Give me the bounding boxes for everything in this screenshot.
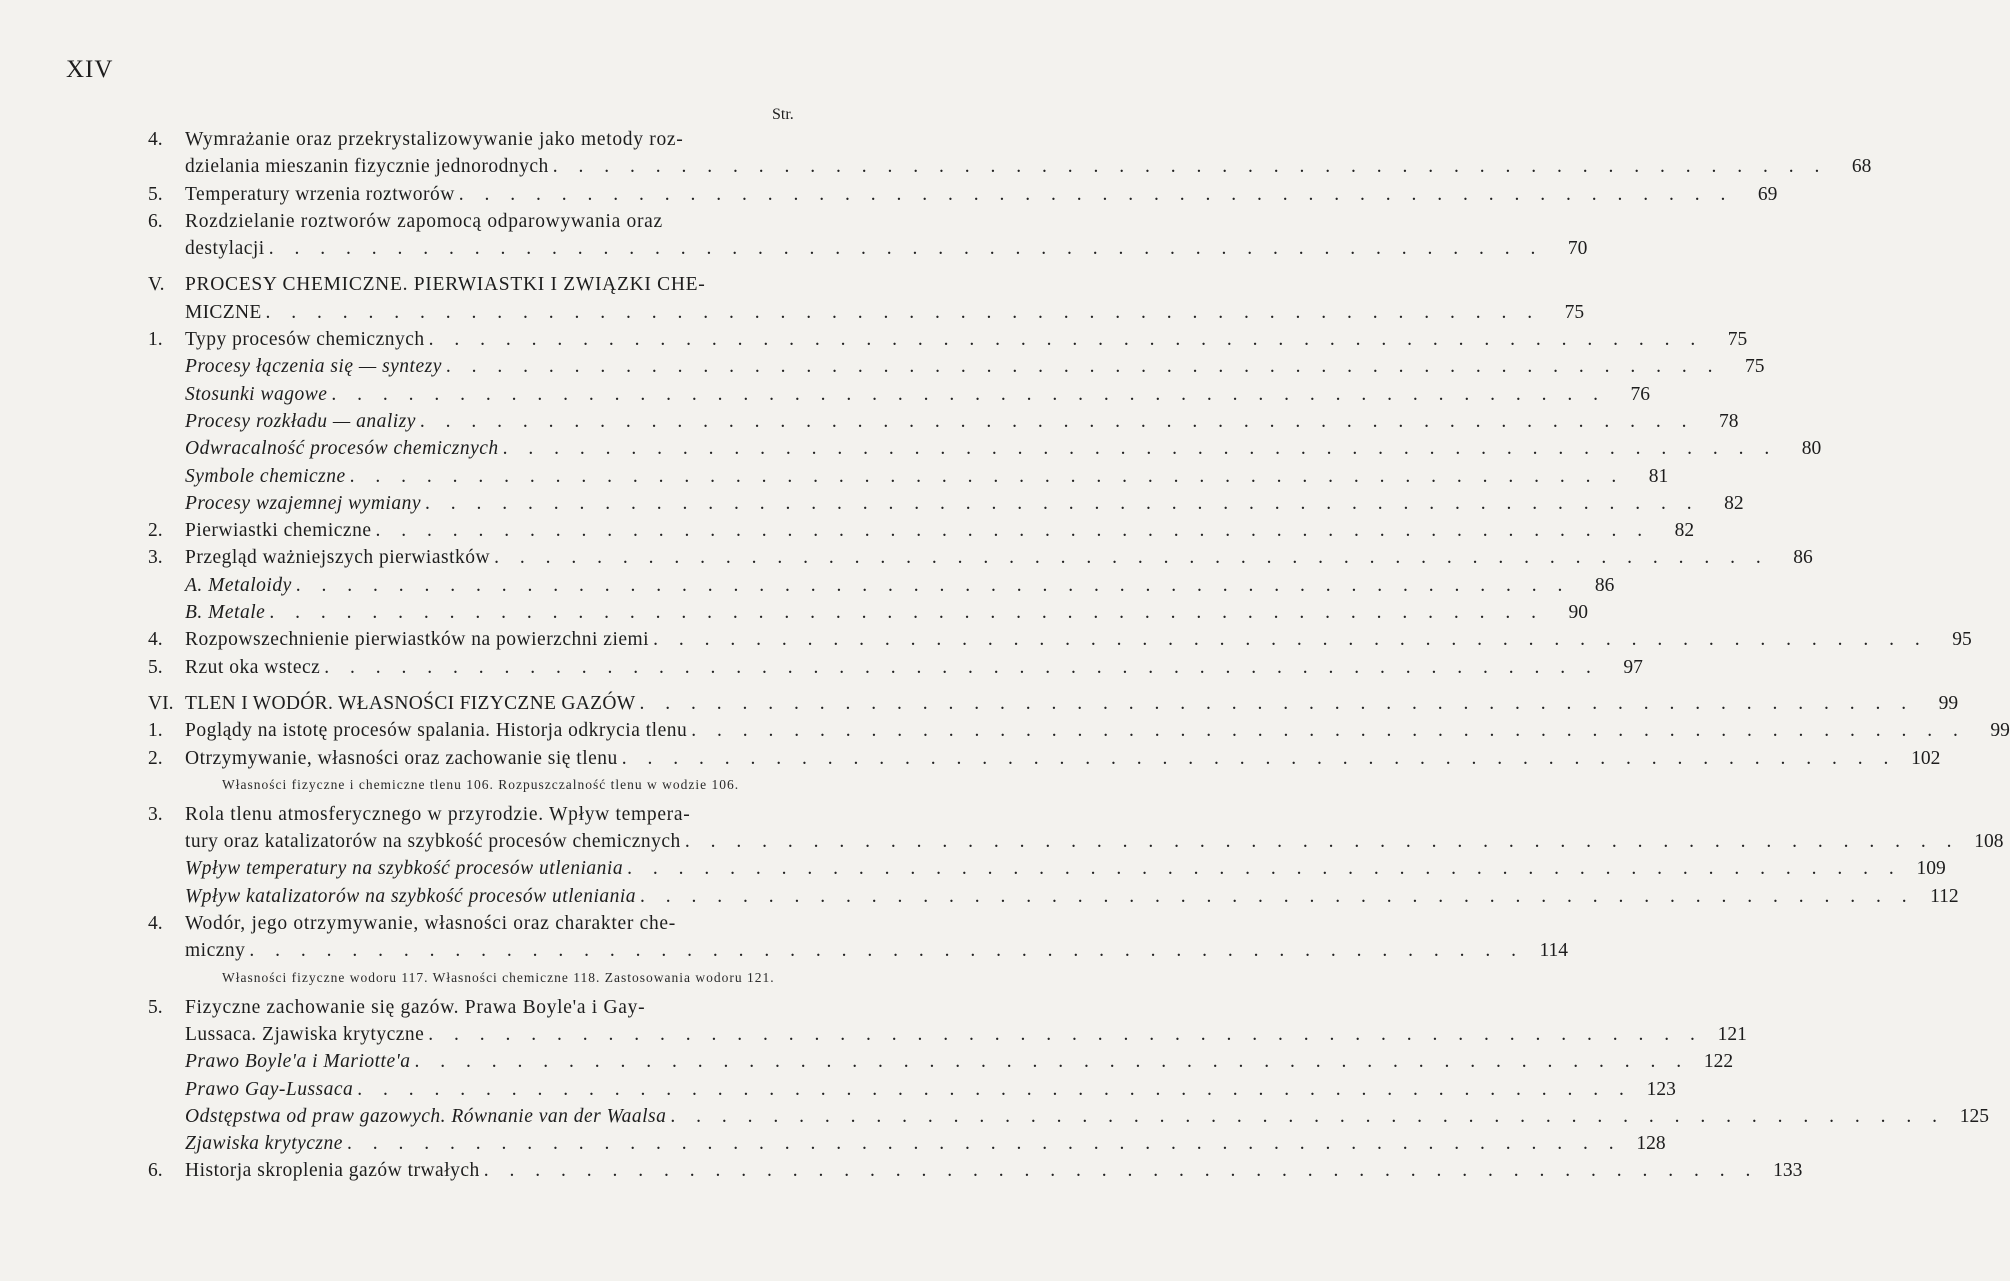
leader-dots: . . . . . . . . . . . . . . . . . . . . . . . . . . . . . . . . . . . . . . . . . . . . . . . . . . (445, 356, 1721, 378)
toc-line (148, 910, 808, 937)
toc-entry (148, 435, 1822, 462)
toc-number: 4. (148, 129, 163, 150)
leader-dots: . . . . . . . . . . . . . . . . . . . . . . . . . . . . . . . . . . . . . . . . . . . . . . . . . . (324, 656, 1599, 678)
leader-dots: . . . . . . . . . . . . . . . . . . . . . . . . . . . . . . . . . . . . . . . . . . . . . . . . . . (419, 410, 1695, 432)
toc-line (148, 208, 808, 235)
leader-dots: . . . . . . . . . . . . . . . . . . . . . . . . . . . . . . . . . . . . . . . . . . . . . . . . . . (346, 1133, 1622, 1155)
toc-page: 128 (1636, 1133, 1666, 1155)
toc-entry (148, 855, 1946, 882)
toc-line (148, 572, 1615, 599)
toc-entry (148, 381, 1650, 408)
toc-number: 2. (148, 747, 163, 769)
toc-entry (148, 326, 1748, 353)
leader-dots: . . . . . . . . . . . . . . . . . . . . . . . . . . . . . . . . . . . . . . . . . . . . . . . . . . (494, 547, 1769, 569)
toc-number: 4. (148, 629, 163, 651)
toc-entry (148, 490, 1744, 517)
toc-line (148, 745, 1941, 772)
toc-page: 125 (1959, 1105, 1989, 1127)
toc-line (148, 883, 1959, 910)
leader-dots: . . . . . . . . . . . . . . . . . . . . . . . . . . . . . . . . . . . . . . . . . . . . . . . . . . (268, 238, 1544, 260)
toc-line (148, 381, 1650, 408)
toc-title: Poglądy na istotę procesów spalania. Historja odkrycia tlenu (185, 720, 688, 742)
toc-entry (148, 208, 1588, 263)
toc-entry (148, 654, 1643, 681)
toc-number: 2. (148, 520, 163, 542)
toc-title: Wpływ katalizatorów na szybkość procesów utleniania (185, 885, 637, 907)
toc-page: 99 (1938, 692, 1959, 714)
toc-page: 69 (1757, 183, 1778, 205)
toc-line (148, 626, 1972, 653)
toc-entry (148, 572, 1615, 599)
toc-line (148, 828, 2004, 855)
leader-dots: . . . . . . . . . . . . . . . . . . . . . . . . . . . . . . . . . . . . . . . . . . . . . . . . . . (428, 1023, 1703, 1045)
leader-dots: . . . . . . . . . . . . . . . . . . . . . . . . . . . . . . . . . . . . . . . . . . . . . . . . . . (349, 465, 1625, 487)
leader-dots: . . . . . . . . . . . . . . . . . . . . . . . . . . . . . . . . . . . . . . . . . . . . . . . . . . (357, 1078, 1632, 1100)
toc-title: Prawo Gay-Lussaca (185, 1078, 354, 1100)
toc-entry (148, 1048, 1734, 1075)
toc-number: 3. (148, 547, 163, 569)
leader-dots: . . . . . . . . . . . . . . . . . . . . . . . . . . . . . . . . . . . . . . . . . . . . . . . . . . (621, 747, 1897, 769)
toc-page: 97 (1623, 656, 1643, 678)
toc-entry (148, 717, 2010, 744)
toc-title: PROCESY CHEMICZNE. PIERWIASTKI I ZWIĄZKI CHE- (185, 274, 706, 296)
toc-title: Rzut oka wstecz (185, 656, 321, 678)
leader-dots: . . . . . . . . . . . . . . . . . . . . . . . . . . . . . . . . . . . . . . . . . . . . . . . . . . (414, 1051, 1690, 1073)
toc-note-text: Własności fizyczne i chemiczne tlenu 106. Rozpuszczalność tlenu w wodzie 106. (222, 776, 740, 792)
toc-entry (148, 801, 2004, 856)
toc-line (148, 1157, 1803, 1184)
toc-line (148, 126, 808, 153)
toc-number: 5. (148, 656, 163, 678)
toc-line (148, 1076, 1676, 1103)
toc-title: Historja skroplenia gazów trwałych (185, 1160, 480, 1182)
toc-line (148, 181, 1778, 208)
toc-number: 4. (148, 913, 163, 935)
toc-title: Rozpowszechnienie pierwiastków na powierzchni ziemi (185, 629, 650, 651)
toc-page: 112 (1930, 885, 1959, 907)
toc-page: 68 (1851, 156, 1872, 178)
toc-page: 108 (1974, 831, 2004, 853)
toc-number: 5. (148, 996, 163, 1018)
leader-dots: . . . . . . . . . . . . . . . . . . . . . . . . . . . . . . . . . . . . . . . . . . . . . . . . . . (265, 301, 1541, 323)
toc-page: 75 (1727, 329, 1748, 351)
leader-dots: . . . . . . . . . . . . . . . . . . . . . . . . . . . . . . . . . . . . . . . . . . . . . . . . . . (483, 1160, 1759, 1182)
toc-entry (148, 1076, 1676, 1103)
section-gap (148, 681, 808, 690)
toc-page: 90 (1568, 602, 1588, 624)
toc-entry (148, 910, 1569, 965)
toc-line (148, 1130, 1666, 1157)
toc-title: Pierwiastki chemiczne (185, 520, 372, 542)
leader-dots: . . . . . . . . . . . . . . . . . . . . . . . . . . . . . . . . . . . . . . . . . . . . . . . . . . (249, 940, 1525, 962)
toc-line (148, 1048, 1734, 1075)
toc-title: Procesy wzajemnej wymiany (185, 492, 421, 514)
toc-title: Wymrażanie oraz przekrystalizowywanie jako metody roz- (185, 129, 684, 150)
toc-title: Wodór, jego otrzymywanie, własności oraz charakter che- (185, 913, 676, 935)
toc-line (148, 994, 808, 1021)
toc-title: tury oraz katalizatorów na szybkość procesów chemicznych (185, 831, 681, 853)
toc-title: Zjawiska krytyczne (185, 1133, 343, 1155)
toc-title: Procesy rozkładu — analizy (185, 410, 416, 432)
toc-page: 76 (1630, 383, 1650, 405)
toc-title: Rola tlenu atmosferycznego w przyrodzie. Wpływ tempera- (185, 803, 691, 825)
toc-title: Wpływ temperatury na szybkość procesów utleniania (185, 858, 624, 880)
toc-line (148, 490, 1744, 517)
toc-page: 95 (1952, 629, 1972, 651)
toc-entry (148, 883, 1959, 910)
toc-entry (148, 1130, 1666, 1157)
toc-title: Temperatury wrzenia roztworów (185, 183, 455, 205)
toc-line (148, 690, 1959, 717)
toc-title: dzielania mieszanin fizycznie jednorodnych (185, 156, 549, 178)
toc-entry (148, 1157, 1803, 1184)
toc-page: 70 (1567, 238, 1588, 260)
toc-title: Symbole chemiczne (185, 465, 346, 487)
toc-entry (148, 994, 1747, 1049)
toc-chapter (148, 271, 1585, 326)
toc-number: VI. (148, 692, 174, 714)
leader-dots: . . . . . . . . . . . . . . . . . . . . . . . . . . . . . . . . . . . . . . . . . . . . . . . . . . (684, 831, 1960, 853)
toc-number: 1. (148, 329, 163, 351)
toc-line (148, 717, 2010, 744)
table-of-contents (148, 126, 2010, 1185)
leader-dots: . . . . . . . . . . . . . . . . . . . . . . . . . . . . . . . . . . . . . . . . . . . . . . . . . . (691, 720, 1966, 742)
toc-line (148, 1103, 1989, 1130)
toc-entry (148, 408, 1739, 435)
toc-entry (148, 463, 1669, 490)
toc-entry (148, 517, 1695, 544)
toc-page: 114 (1539, 940, 1569, 962)
leader-dots: . . . . . . . . . . . . . . . . . . . . . . . . . . . . . . . . . . . . . . . . . . . . . . . . . . (269, 602, 1544, 624)
toc-entry (148, 745, 1941, 772)
page-column-label: Str. (772, 106, 794, 123)
toc-entry (148, 353, 1765, 380)
toc-entry (148, 626, 1972, 653)
toc-page: 75 (1745, 356, 1765, 378)
leader-dots: . . . . . . . . . . . . . . . . . . . . . . . . . . . . . . . . . . . . . . . . . . . . . . . . . . (640, 885, 1915, 907)
toc-note-text: Własności fizyczne wodoru 117. Własności chemiczne 118. Zastosowania wodoru 121. (222, 969, 775, 985)
leader-dots: . . . . . . . . . . . . . . . . . . . . . . . . . . . . . . . . . . . . . . . . . . . . . . . . . . (331, 383, 1606, 405)
toc-line (148, 435, 1822, 462)
toc-entry (148, 126, 1872, 181)
toc-page: 82 (1724, 492, 1744, 514)
toc-number: V. (148, 274, 165, 296)
leader-dots: . . . . . . . . . . . . . . . . . . . . . . . . . . . . . . . . . . . . . . . . . . . . . . . . . . (295, 574, 1571, 596)
toc-title: Fizyczne zachowanie się gazów. Prawa Boyle'a i Gay- (185, 996, 646, 1018)
leader-dots: . . . . . . . . . . . . . . . . . . . . . . . . . . . . . . . . . . . . . . . . . . . . . . . . . . (639, 692, 1915, 714)
leader-dots: . . . . . . . . . . . . . . . . . . . . . . . . . . . . . . . . . . . . . . . . . . . . . . . . . . (375, 520, 1651, 542)
toc-page: 78 (1719, 410, 1739, 432)
toc-number: 6. (148, 1160, 163, 1182)
toc-title: Odstępstwa od praw gazowych. Równanie van der Waalsa (185, 1105, 667, 1127)
toc-page: 123 (1646, 1078, 1676, 1100)
toc-line (148, 153, 1872, 180)
toc-page: 80 (1801, 438, 1822, 460)
toc-page: 75 (1564, 301, 1585, 323)
toc-entry (148, 544, 1813, 571)
toc-page: 82 (1674, 520, 1695, 542)
toc-entry (148, 181, 1778, 208)
toc-page: 109 (1916, 858, 1946, 880)
leader-dots: . . . . . . . . . . . . . . . . . . . . . . . . . . . . . . . . . . . . . . . . . . . . . . . . . . (670, 1105, 1945, 1127)
leader-dots: . . . . . . . . . . . . . . . . . . . . . . . . . . . . . . . . . . . . . . . . . . . . . . . . . . (428, 329, 1704, 351)
toc-title: Otrzymywanie, własności oraz zachowanie się tlenu (185, 747, 618, 769)
toc-note (185, 965, 785, 994)
leader-dots: . . . . . . . . . . . . . . . . . . . . . . . . . . . . . . . . . . . . . . . . . . . . . . . . . . (502, 438, 1778, 460)
toc-line (148, 654, 1643, 681)
toc-title: TLEN I WODÓR. WŁASNOŚCI FIZYCZNE GAZÓW (185, 692, 636, 714)
toc-title: miczny (185, 940, 246, 962)
leader-dots: . . . . . . . . . . . . . . . . . . . . . . . . . . . . . . . . . . . . . . . . . . . . . . . . . . (424, 492, 1700, 514)
toc-line (148, 408, 1739, 435)
toc-line (148, 1021, 1747, 1048)
toc-title: Rozdzielanie roztworów zapomocą odparowywania oraz (185, 210, 663, 232)
toc-line (148, 463, 1669, 490)
toc-line (148, 271, 808, 298)
toc-page: 86 (1793, 547, 1813, 569)
toc-title: Lussaca. Zjawiska krytyczne (185, 1023, 425, 1045)
toc-title: Typy procesów chemicznych (185, 329, 425, 351)
toc-title: destylacji (185, 238, 265, 260)
toc-page: 99 (1990, 720, 2010, 742)
toc-entry (148, 1103, 1989, 1130)
toc-number: 5. (148, 183, 163, 205)
toc-line (148, 937, 1569, 964)
toc-number: 6. (148, 210, 163, 232)
leader-dots: . . . . . . . . . . . . . . . . . . . . . . . . . . . . . . . . . . . . . . . . . . . . . . . . . . (653, 629, 1928, 651)
toc-title: Odwracalność procesów chemicznych (185, 438, 499, 460)
toc-entry (148, 599, 1588, 626)
toc-line (148, 353, 1765, 380)
toc-line (148, 326, 1748, 353)
toc-number: 3. (148, 803, 163, 825)
toc-page: 133 (1773, 1160, 1803, 1182)
toc-line (148, 801, 808, 828)
toc-line (148, 299, 1585, 326)
toc-title: Prawo Boyle'a i Mariotte'a (185, 1051, 411, 1073)
section-gap (148, 262, 808, 271)
toc-title: MICZNE (185, 301, 262, 323)
toc-page: 122 (1703, 1051, 1734, 1073)
toc-chapter (148, 690, 1959, 717)
toc-page: 86 (1594, 574, 1615, 596)
leader-dots: . . . . . . . . . . . . . . . . . . . . . . . . . . . . . . . . . . . . . . . . . . . . . . . . . . (458, 183, 1734, 205)
toc-page: 102 (1911, 747, 1941, 769)
toc-page: 81 (1648, 465, 1669, 487)
toc-title: Procesy łączenia się — syntezy (185, 356, 442, 378)
toc-line (148, 599, 1588, 626)
page-number: XIV (66, 56, 114, 83)
toc-line (148, 544, 1813, 571)
toc-note (185, 772, 785, 801)
toc-page: 121 (1717, 1023, 1747, 1045)
toc-title: A. Metaloidy (185, 574, 292, 596)
toc-title: B. Metale (185, 602, 266, 624)
toc-title: Stosunki wagowe (185, 383, 328, 405)
toc-number: 1. (148, 720, 163, 742)
toc-line (148, 517, 1695, 544)
leader-dots: . . . . . . . . . . . . . . . . . . . . . . . . . . . . . . . . . . . . . . . . . . . . . . . . . . (627, 858, 1902, 880)
toc-line (148, 235, 1588, 262)
leader-dots: . . . . . . . . . . . . . . . . . . . . . . . . . . . . . . . . . . . . . . . . . . . . . . . . . . (552, 156, 1828, 178)
toc-title: Przegląd ważniejszych pierwiastków (185, 547, 491, 569)
toc-line (148, 855, 1946, 882)
